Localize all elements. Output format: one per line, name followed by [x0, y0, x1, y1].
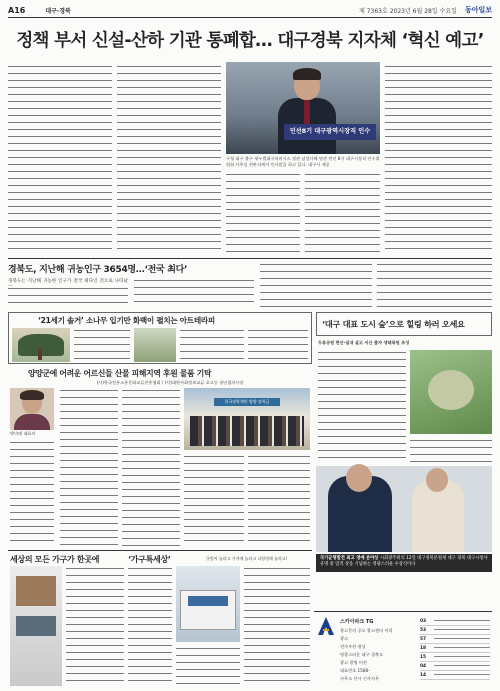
section5-store-photo — [10, 566, 62, 686]
ad-number-text — [434, 662, 490, 670]
ad-number-text — [434, 644, 490, 652]
ad-number-table — [420, 617, 490, 685]
right-caption-body: 시회광주위의 12일 대구경북분원제 대구 경북 대구시청사 유명 중 업적 상을 기념하는 영광스러운 수상식이다 — [320, 556, 488, 567]
right-col1 — [318, 350, 406, 462]
section4-title: 양양군에 어려운 어르신들 산물 피해지역 후원 물품 기탁 — [28, 369, 212, 378]
section3-painting — [12, 328, 70, 362]
photo-caption: 구청 대구 출구 새누벌대구의비시스 정관 남성사해 명관 민선 8기 대구시장직 인수위원회 사무실 현판식에서 인사말을 하고 있다. 대구시 제공 — [226, 156, 380, 167]
right-ceremony-photo — [316, 466, 492, 552]
ad-list-item: 광고 광명 비젼 — [340, 660, 367, 665]
ad-number-text — [434, 653, 490, 661]
right-aerial-photo — [410, 350, 492, 434]
section5-building — [176, 566, 240, 642]
ad-number: 18 — [420, 646, 427, 651]
portrait-caption: 박미애 대표이 — [10, 431, 36, 436]
section3-col1 — [74, 328, 130, 362]
paper-name: 동아일보 — [464, 6, 492, 14]
page-number: A16 — [8, 5, 26, 15]
masthead — [8, 4, 492, 16]
ad-list-item: 전자우편 영상 — [340, 644, 366, 649]
ad-number: 04 — [420, 664, 427, 669]
section5-rule — [8, 550, 312, 551]
ad-number-row — [420, 671, 490, 680]
section2-col1 — [8, 286, 128, 308]
ad-list — [340, 627, 414, 685]
ad-list-item: 사무소 인사 인사사무 — [340, 676, 380, 681]
section5-col3 — [244, 566, 310, 686]
article-column-3b — [305, 172, 380, 254]
photo-banner: 민선8기 대구광역시장직 인수 — [284, 124, 376, 140]
ad-number-text — [434, 626, 490, 634]
ad-number-row — [420, 644, 490, 653]
ad-list-item: 광고문의 공모 광고센터 이희 — [340, 628, 393, 633]
ad-number-row — [420, 662, 490, 671]
section-rule — [8, 258, 492, 259]
right-caption-title: 국가균형발전 최고 영예 분야상 — [320, 556, 379, 561]
section2-title: 경북도, 지난해 귀농인구 3654명…‘전국 최다’ — [8, 265, 188, 275]
ad-number-row — [420, 617, 490, 626]
section4-col6 — [248, 454, 310, 546]
main-headline: 정책 부서 신설-산하 기관 통폐합… 대구경북 지자체 ‘혁신 예고’ — [16, 31, 484, 51]
right-subtitle: 두류공원 헌산·실내 살고 서산 출자 생태복원 조성 — [318, 340, 410, 345]
article-column-3a — [226, 172, 300, 254]
section3-col2 — [180, 328, 244, 362]
section5-tagline: 큐빗씨 놀라고 가격에 놀라고 다양성에 놀라고! — [206, 556, 288, 561]
right-col2 — [410, 438, 492, 462]
article-column-2 — [117, 64, 221, 254]
article-column-1 — [8, 64, 112, 254]
section5-col1 — [66, 566, 124, 686]
section3-title: ‘21세기 솔거’ 소나무 입기만 화백이 펼치는 아트테라피 — [38, 316, 215, 325]
ad-number: 57 — [420, 637, 427, 642]
section3-col3 — [248, 328, 308, 362]
section4-portrait — [10, 388, 54, 430]
ad-number-row — [420, 635, 490, 644]
ad-number: 53 — [420, 628, 427, 633]
ad-number-text — [434, 671, 490, 679]
ad-number: 03 — [420, 619, 427, 624]
ad-label: 스카이파크 TG — [340, 619, 374, 625]
section4-col3 — [122, 388, 180, 434]
ad-number: 14 — [420, 673, 427, 678]
masthead-rule — [8, 17, 492, 18]
section5-col2 — [128, 566, 172, 686]
issue-info: 제 7363호 2023년 6월 28일 수요일 — [359, 7, 457, 15]
section3-photo2 — [134, 328, 176, 362]
section5-title1: 세상의 모든 가구가 한곳에 — [10, 555, 100, 564]
event-banner: 한국장학재단 양양 장학금 — [214, 398, 280, 406]
section4-col4 — [122, 438, 180, 546]
section-label: 대구·경북 — [45, 7, 71, 15]
article-column-4 — [385, 64, 492, 254]
right-title: ‘대구 대표 도시 숲’으로 힐링 하러 오세요 — [322, 319, 465, 329]
ad-logo-icon — [318, 617, 334, 635]
section5-title2: ‘가구특세상’ — [128, 555, 171, 564]
section2-col4 — [377, 262, 492, 308]
section4-subtitle: (사)한국전통소통문화교류진흥협회 / (사)대한사화정보교류 초고등 청년협의사장 — [96, 380, 244, 385]
section2-col2 — [134, 278, 254, 308]
section4-col1 — [10, 440, 54, 546]
section2-col3 — [260, 262, 372, 308]
ad-number-row — [420, 653, 490, 662]
section4-col5 — [184, 454, 244, 546]
right-caption — [316, 554, 492, 572]
section2-lede: 경북도는 지난해 귀농한 인구가 전국 최다인 것으로 나타났 — [8, 279, 128, 284]
ad-number-text — [434, 617, 490, 625]
ad-number-row — [420, 626, 490, 635]
ad-list-item: 대표번호 1588- — [340, 668, 370, 673]
ad-list-item: 영광스러운 대구 경북도 — [340, 652, 384, 657]
lead-photo — [226, 62, 380, 154]
ad-number: 15 — [420, 655, 427, 660]
section4-col2 — [60, 388, 118, 546]
ad-number-text — [434, 635, 490, 643]
ad-list-item: 광고 — [340, 636, 349, 641]
section5-col4 — [176, 646, 240, 686]
section4-group-photo — [184, 388, 310, 450]
